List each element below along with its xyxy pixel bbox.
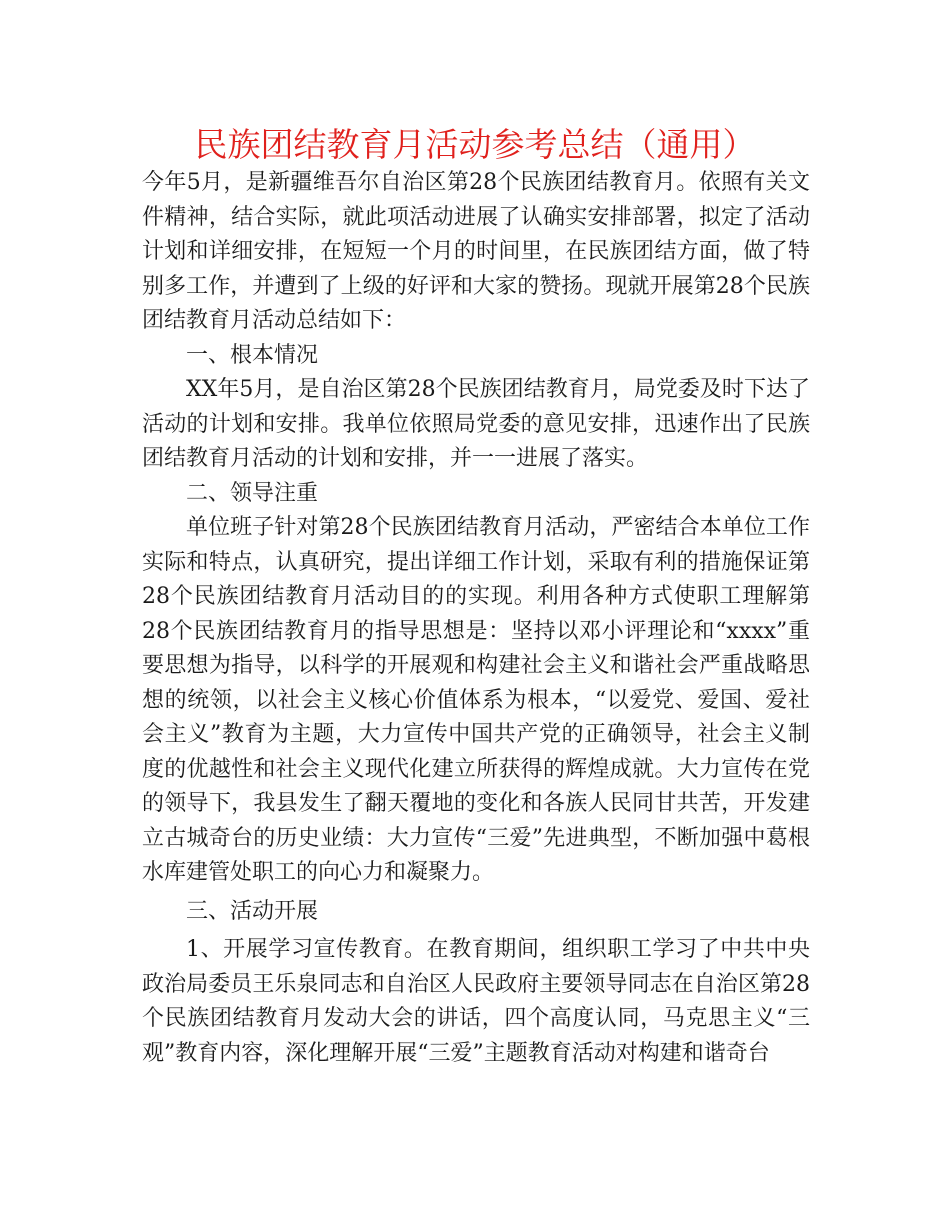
paragraph-intro: 今年5月，是新疆维吾尔自治区第28个民族团结教育月。依照有关文件精神，结合实际，就此项活动进展了认确实安排部署，拟定了活动计划和详细安排，在短短一个月的时间里，在民族团结方面，做了特别多工作，并遭到了上级的好评和大家的赞扬。现就开展第28个民族团结教育月活动总结如下： <box>142 170 810 333</box>
paragraph-activities: 1、开展学习宣传教育。在教育期间，组织职工学习了中共中央政治局委员王乐泉同志和自治区人民政府主要领导同志在自治区第28个民族团结教育月发动大会的讲话，四个高度认同，马克思主义“三观”教育内容，深化理解开展“三爱”主题教育活动对构建和谐奇台 <box>142 937 810 1066</box>
paragraph-leadership: 单位班子针对第28个民族团结教育月活动，严密结合本单位工作实际和特点，认真研究，提出详细工作计划，采取有利的措施保证第28个民族团结教育月活动目的的实现。利用各种方式使职工理解第28个民族团结教育月的指导思想是：坚持以邓小评理论和“xxxx”重要思想为指导，以科学的开展观和构建社会主义和谐社会严重战略思想的统领，以社会主义核心价值体系为根本，“以爱党、爱国、爱社会主义”教育为主题，大力宣传中国共产党的正确领导，社会主义制度的优越性和社会主义现代化建立所获得的辉煌成就。大力宣传在党的领导下，我县发生了翻天覆地的变化和各族人民同甘共苦，开发建立古城奇台的历史业绩：大力宣传“三爱”先进典型，不断加强中葛根水库建管处职工的向心力和凝聚力。 <box>142 515 810 885</box>
section-heading-leadership: 二、领导注重 <box>186 480 319 506</box>
document-body <box>142 166 810 1071</box>
section-heading-basic: 一、根本情况 <box>186 342 319 368</box>
section-heading-activities: 三、活动开展 <box>186 898 319 924</box>
paragraph-basic: XX年5月，是自治区第28个民族团结教育月，局党委及时下达了活动的计划和安排。我单位依照局党委的意见安排，迅速作出了民族团结教育月活动的计划和安排，并一一进展了落实。 <box>142 377 810 471</box>
document-title: 民族团结教育月活动参考总结（通用） <box>194 125 756 164</box>
